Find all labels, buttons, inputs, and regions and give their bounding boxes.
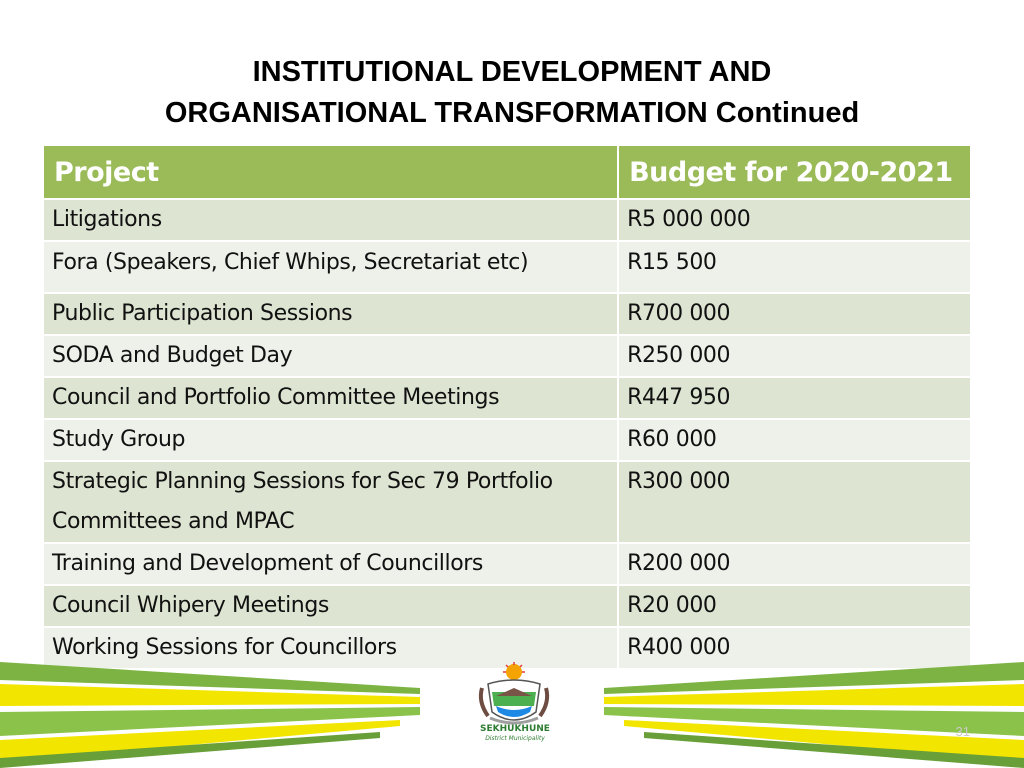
project-cell: Working Sessions for Councillors (43, 627, 618, 669)
table-row (43, 335, 971, 377)
budget-cell: R400 000 (618, 627, 971, 669)
project-cell: SODA and Budget Day (43, 335, 618, 377)
project-cell: Study Group (43, 419, 618, 461)
budget-cell: R200 000 (618, 543, 971, 585)
column-header-project: Project (43, 145, 618, 199)
project-cell: Fora (Speakers, Chief Whips, Secretariat etc) (43, 241, 618, 293)
budget-cell: R250 000 (618, 335, 971, 377)
page-number: 31 (955, 724, 970, 739)
table-row (43, 585, 971, 627)
logo-wordmark (470, 724, 560, 744)
slide-title-line1: INSTITUTIONAL DEVELOPMENT AND (252, 56, 772, 88)
project-cell: Litigations (43, 199, 618, 241)
budget-cell: R20 000 (618, 585, 971, 627)
slide-title-line2: ORGANISATIONAL TRANSFORMATION Continued (164, 97, 860, 129)
project-cell: Council and Portfolio Committee Meetings (43, 377, 618, 419)
budget-cell: R447 950 (618, 377, 971, 419)
table-header-row (43, 145, 971, 199)
logo-name: SEKHUKHUNE (480, 724, 550, 734)
budget-cell: R60 000 (618, 419, 971, 461)
budget-cell: R15 500 (618, 241, 971, 293)
column-header-budget: Budget for 2020-2021 (618, 145, 971, 199)
project-cell: Council Whipery Meetings (43, 585, 618, 627)
logo-subtitle: District Municipality (485, 735, 545, 742)
table-row (43, 543, 971, 585)
budget-cell: R5 000 000 (618, 199, 971, 241)
table-row (43, 241, 971, 293)
table-row (43, 293, 971, 335)
project-cell: Training and Development of Councillors (43, 543, 618, 585)
project-cell: Strategic Planning Sessions for Sec 79 Portfolio Committees and MPAC (43, 461, 618, 543)
table-row (43, 377, 971, 419)
project-cell: Public Participation Sessions (43, 293, 618, 335)
budget-cell: R300 000 (618, 461, 971, 543)
table-row (43, 461, 971, 543)
budget-table (42, 144, 972, 670)
table-row (43, 419, 971, 461)
budget-cell: R700 000 (618, 293, 971, 335)
slide-title (0, 52, 1024, 134)
table-row (43, 199, 971, 241)
